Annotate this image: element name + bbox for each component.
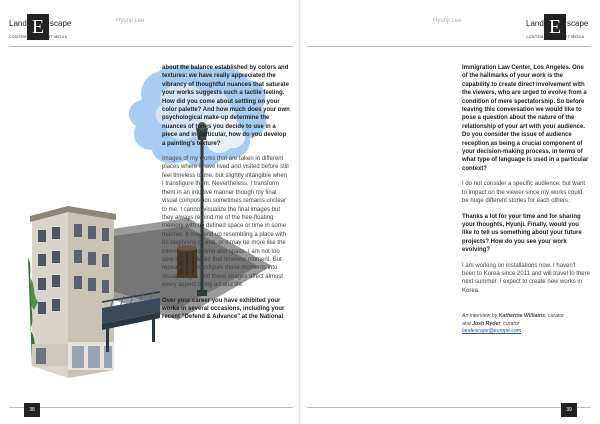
interview-question: Immigration Law Center, Los Angeles. One of the hallmarks of your work is the capability to create direct involvement with the viewers, who are urged to evolve from a condition of mere spectatorship. So before leaving this conversation we would like to pose a question about the nature of the relationship of your art with your audience. Do you consider the issue of audience reception as being a crucial component of your decision-making process, in terms of what type of language is used in a particular context? — [462, 65, 589, 172]
interview-question: Over your career you have exhibited your works in several occasions, including your recent "Defend & Advance" at the National — [162, 297, 285, 321]
page-spine — [299, 0, 301, 424]
credit-role-1: , curator — [545, 313, 565, 320]
footer-rule-left — [9, 407, 293, 408]
interview-answer: I do not consider a specific audience, but want to impact on the viewer since my works could be huge different stories for each others. — [462, 181, 586, 205]
logo-word-land: Land — [526, 19, 544, 28]
credit-role-2: , curator — [500, 320, 520, 327]
logo-left — [9, 14, 79, 40]
page-number-right: 39 — [561, 403, 577, 417]
header-rule-right — [307, 46, 591, 47]
logo-tagline: CONTEMPORARY ART MEDIA — [526, 35, 585, 39]
interview-answer: Images of my works that are taken in different places where I have lived and visited before still feel timeless to me, but slightly intangible when I transfigure them. Nevertheless, I transform them in an intuitive manner though my final visual composition sometimes remains unclear to me. I cannot visualize the final images but they always remind me of the free-floating memory with no defined space or time in some manner. It may end up resembling a place with no beginning or end, or it may be more like the interweaving of time and space. I am not too sure how to depict that timeless moment. But repeatedly I transfigure those moments into visual images and these images affect almost every aspect of my art and life. — [162, 156, 289, 289]
logo-right — [526, 14, 596, 40]
credit-name-1: Katherine Williams — [498, 313, 545, 320]
logo-letter-box: E — [27, 14, 49, 40]
credit-email-link[interactable]: landescape@europe.com — [462, 328, 522, 335]
building — [28, 206, 116, 378]
interview-answer: I am working on installations now. I haven't been to Korea since 2011 and will travel to there next summer. I expect to create new works in Korea. — [462, 262, 590, 294]
header-author-name-right: Hyunji Lee — [433, 18, 462, 24]
logo-word-land: Land — [9, 19, 27, 28]
credit-name-2: Josh Ryder — [472, 320, 501, 327]
footer-rule-right — [307, 407, 591, 408]
column-right-body — [462, 64, 590, 295]
page-number-left: 38 — [24, 403, 40, 417]
interview-question: Thanks a lot for your time and for sharing your thoughts, Hyunji. Finally, would you like to tell us something about your future projects? How do you see your work evolving? — [462, 213, 582, 254]
text-column-right — [462, 64, 590, 336]
header-rule-left — [9, 46, 293, 47]
logo-tagline: CONTEMPORARY ART MEDIA — [9, 35, 68, 39]
header-author-name-left: Hyunji Lee — [116, 18, 145, 24]
logo-letter-box: E — [544, 14, 566, 40]
interview-question: about the balance established by colors and textures: we have really appreciated the vibrancy of thoughtful nuances that saturate your works suggests such a tactile feeling. How did you come about settling on your color palette? And how much does your own psychological make-up determine the nuances of tones you decide to use in a piece and in particular, how do you develop a painting's texture? — [162, 65, 290, 147]
credit-mid: and — [462, 320, 473, 327]
interview-credit — [462, 313, 590, 336]
logo-word-scape: scape — [50, 19, 72, 28]
text-column-left — [162, 64, 290, 329]
logo-word-scape: scape — [567, 19, 589, 28]
credit-prefix: An interview by — [462, 313, 499, 320]
